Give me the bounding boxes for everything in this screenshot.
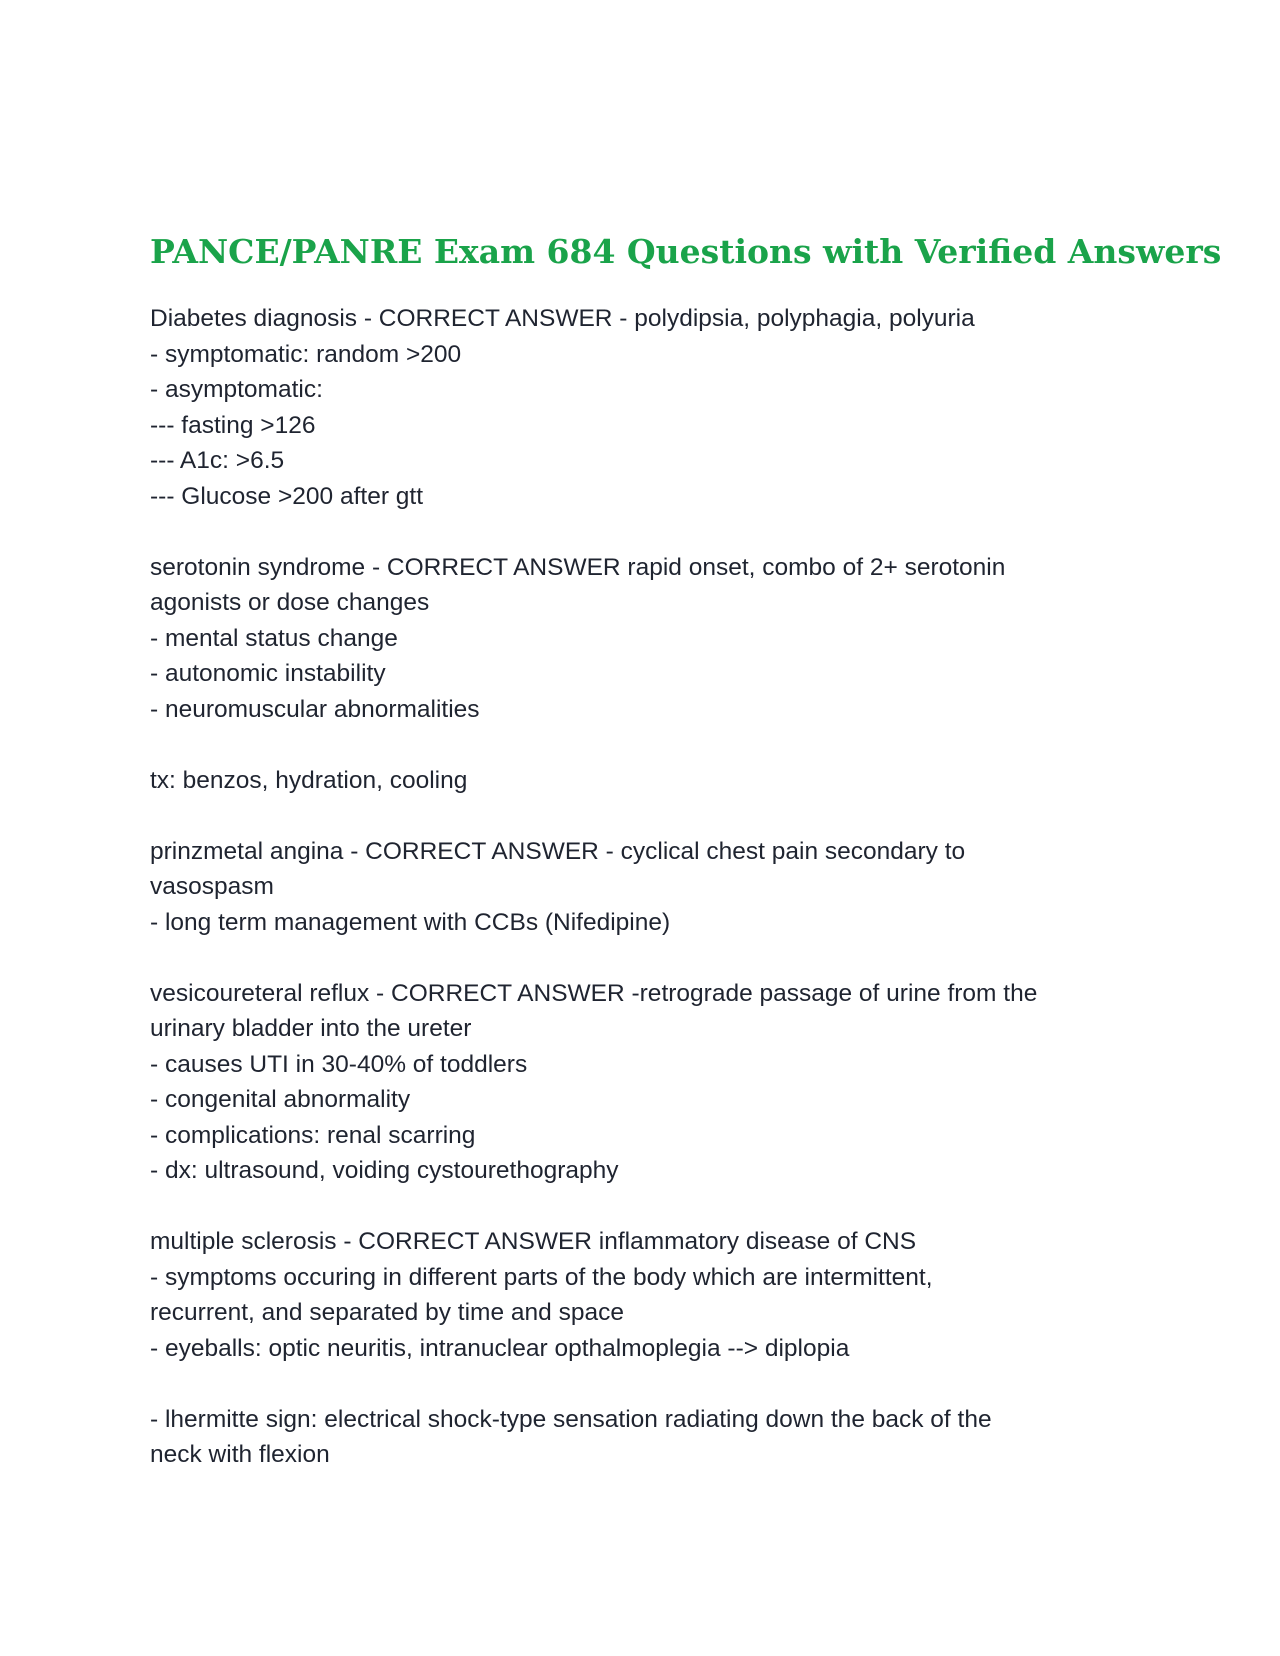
qa-entry-diabetes (150, 301, 1110, 514)
entry-answer-line: urinary bladder into the ureter (150, 1015, 472, 1042)
entry-answer-line: - neuromuscular abnormalities (150, 695, 480, 723)
entry-answer-line: - eyeballs: optic neuritis, intranuclear opthalmoplegia --> diplopia (150, 1334, 850, 1362)
entry-answer-line: --- Glucose >200 after gtt (150, 482, 424, 510)
qa-entry-vesicoureteral-reflux (150, 976, 1110, 1189)
qa-entry-prinzmetal-angina (150, 834, 1110, 941)
entry-answer-line: recurrent, and separated by time and space (150, 1299, 624, 1326)
entry-question-line: multiple sclerosis - CORRECT ANSWER inflammatory disease of CNS (150, 1228, 917, 1255)
entry-question-line: Diabetes diagnosis - CORRECT ANSWER - polydipsia, polyphagia, polyuria (150, 305, 975, 332)
qa-entry-multiple-sclerosis (150, 1224, 1110, 1473)
entry-answer-line: --- fasting >126 (150, 411, 316, 439)
entry-question-line: vesicoureteral reflux - CORRECT ANSWER -retrograde passage of urine from the (150, 979, 1038, 1007)
entry-answer-line: - mental status change (150, 624, 398, 652)
entry-answer-line: - autonomic instability (150, 660, 386, 687)
entry-answer-line: - symptoms occuring in different parts of the body which are intermittent, (150, 1263, 933, 1291)
entry-answer-line: - lhermitte sign: electrical shock-type sensation radiating down the back of the (150, 1405, 992, 1433)
document-title: PANCE/PANRE Exam 684 Questions with Verified Answers (150, 232, 1222, 271)
entry-answer-line: - asymptomatic: (150, 376, 323, 403)
entry-answer-line: - dx: ultrasound, voiding cystourethography (150, 1157, 619, 1184)
qa-entry-serotonin-syndrome (150, 550, 1110, 799)
entry-treatment-line: tx: benzos, hydration, cooling (150, 766, 468, 794)
entry-answer-line: - congenital abnormality (150, 1086, 411, 1113)
entry-question-line: prinzmetal angina - CORRECT ANSWER - cyclical chest pain secondary to (150, 837, 966, 865)
paragraph-gap (150, 1366, 1110, 1402)
entry-answer-line: vasospasm (150, 873, 274, 900)
entry-answer-line: - long term management with CCBs (Nifedipine) (150, 908, 671, 936)
entry-answer-line: - causes UTI in 30-40% of toddlers (150, 1050, 528, 1078)
entry-answer-line: agonists or dose changes (150, 589, 430, 616)
paragraph-gap (150, 727, 1110, 763)
entry-answer-line: --- A1c: >6.5 (150, 447, 285, 474)
document-content (150, 228, 1222, 1508)
entry-question-line: serotonin syndrome - CORRECT ANSWER rapid onset, combo of 2+ serotonin (150, 553, 1006, 581)
entry-answer-line: neck with flexion (150, 1441, 330, 1468)
entry-answer-line: - symptomatic: random >200 (150, 340, 462, 368)
entry-answer-line: - complications: renal scarring (150, 1121, 476, 1149)
